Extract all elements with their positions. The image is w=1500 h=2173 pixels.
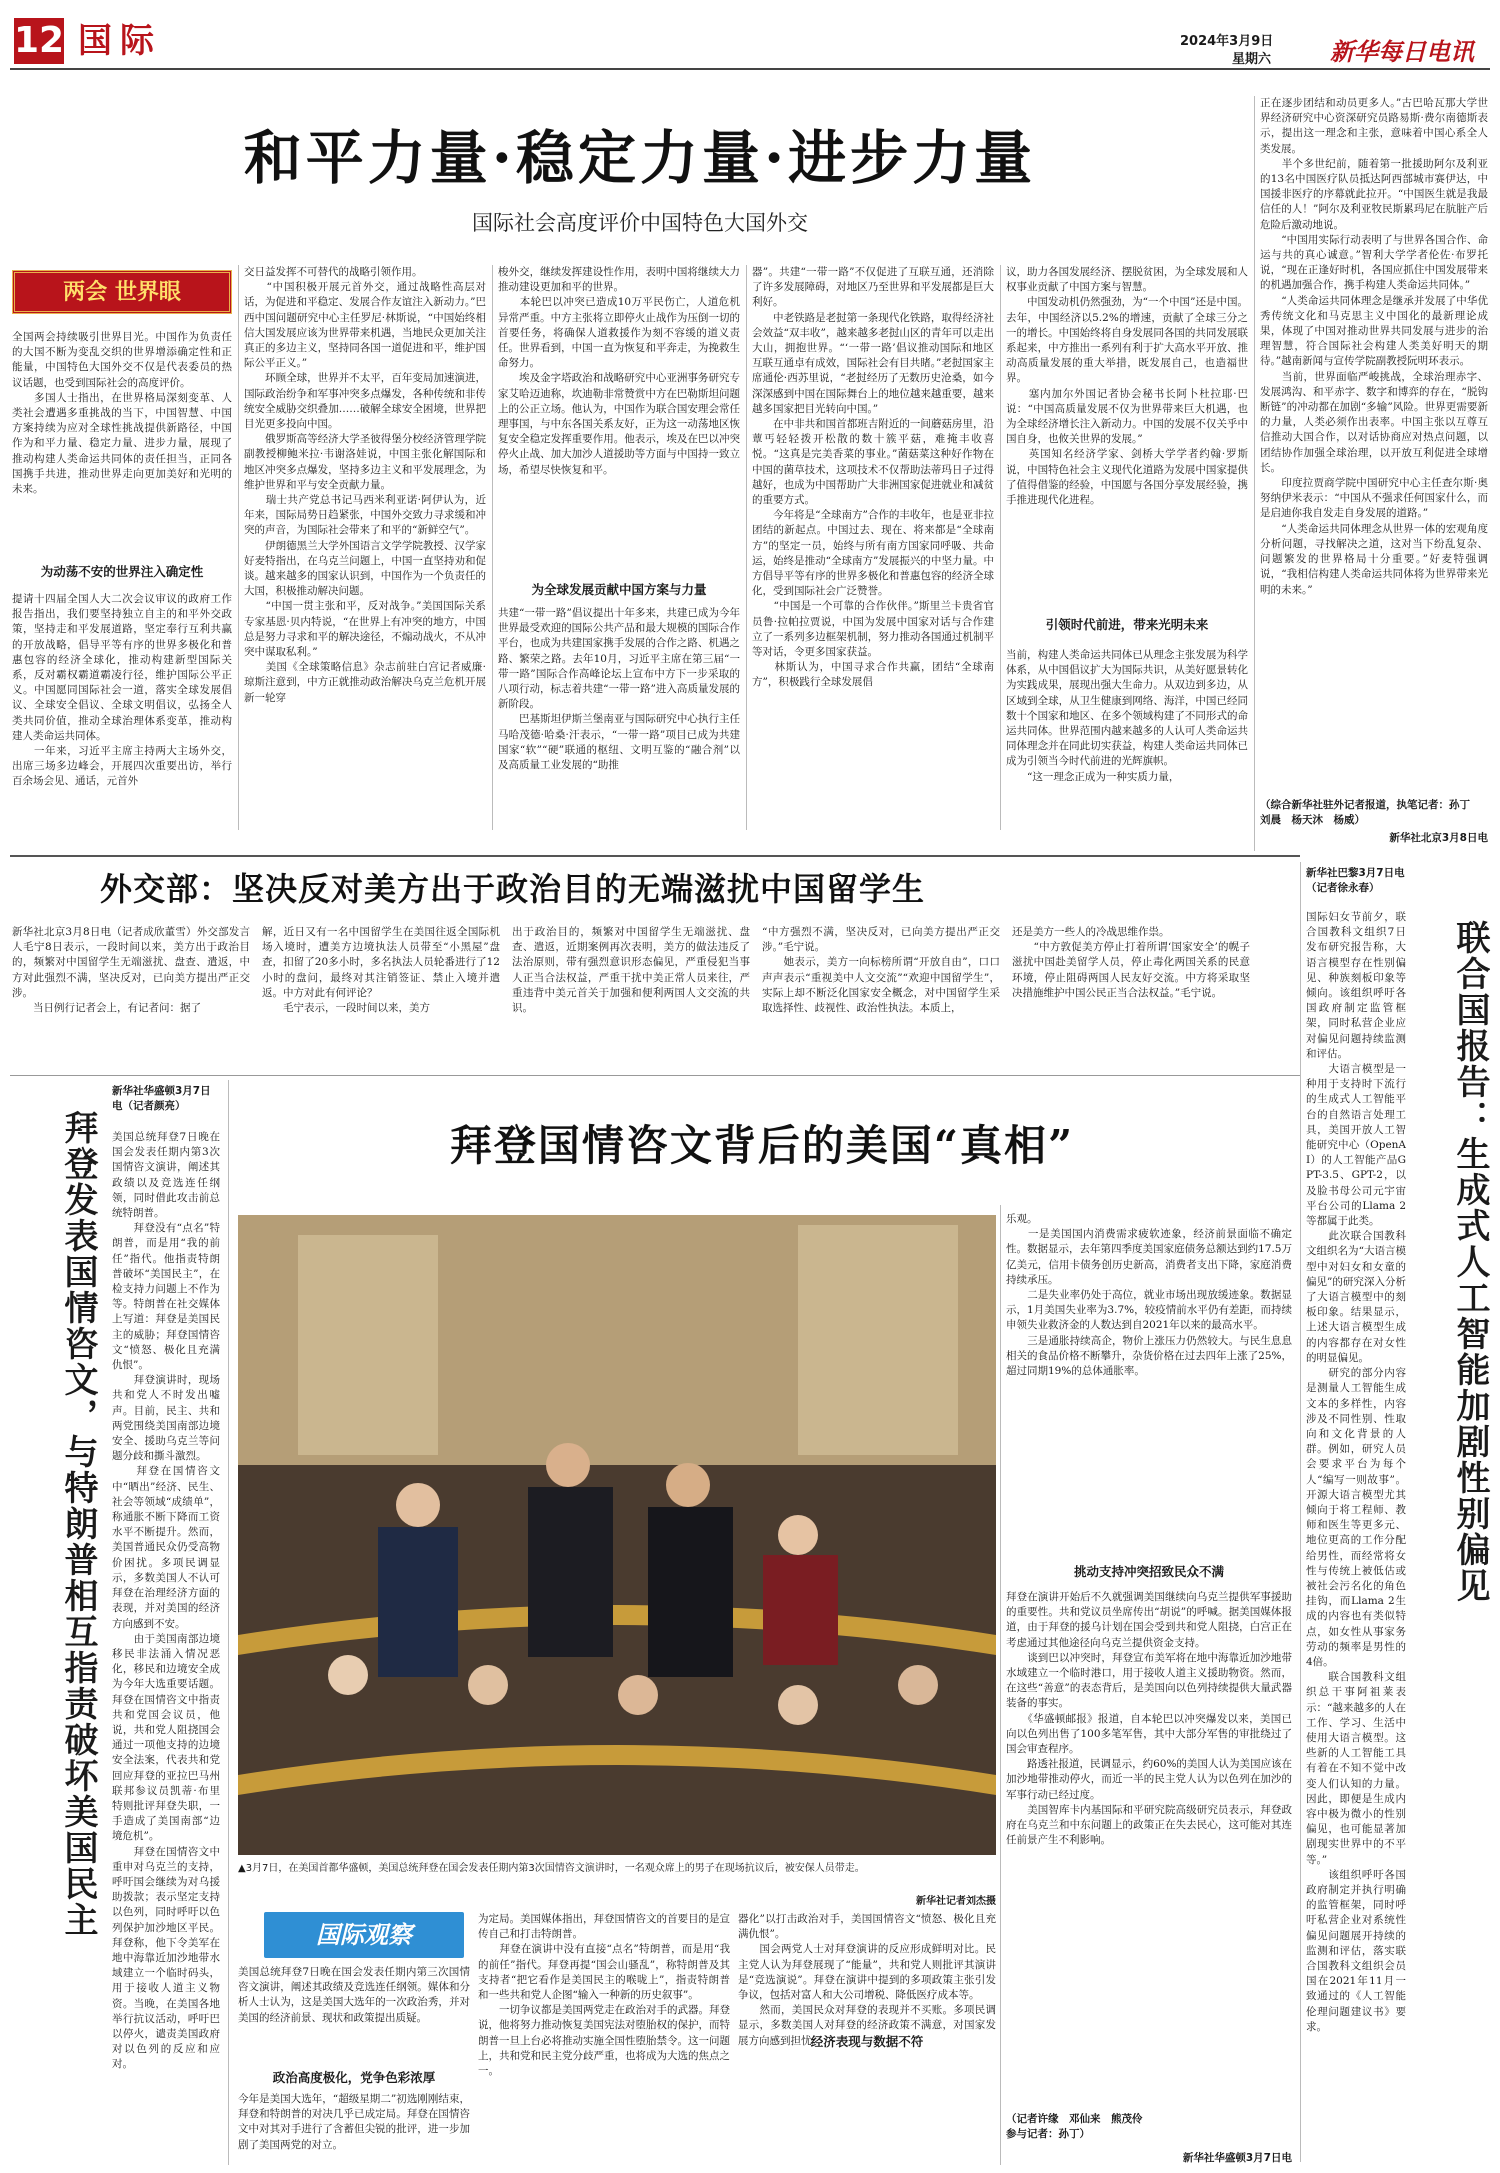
body-col3: 出于政治目的，频繁对中国留学生无端滋扰、盘查、遣返，近期案例再次表明，美方的做法违反了法治原则，带有强烈意识形态偏见，严重侵犯当事人正当合法权益，严重干扰中美正常人员来往，严重违背中美元首关于加强和便利两国人文交流的共识。 [512, 926, 750, 1015]
news-photo [238, 1215, 996, 1855]
headline: 外交部：坚决反对美方出于政治目的无端滋扰中国留学生 [100, 870, 926, 908]
page-number: 12 [14, 18, 64, 64]
body-col1b: 提请十四届全国人大二次会议审议的政府工作报告指出，我们要坚持独立自主的和平外交政策，坚持走和平发展道路，坚定奉行互利共赢的开放战略，倡导平等有序的世界多极化和普惠包容的经济全球化，推动构建新型国际关系，反对霸权霸道霸凌行径，维护国际公平正义。中国愿同国际社会一道，落实全球发展倡议、全球安全倡议、全球文明倡议，弘扬全人类共同价值，推动全球治理体系变革，推动构建人类命运共同体。 一年来，习近平主席主持两大主场外交，出席三场多边峰会，开展四次重要出访，举行百余场会见、通话，元首外 [12, 593, 232, 788]
body-col5b: 当前，构建人类命运共同体已从理念主张发展为科学体系，从中国倡议扩大为国际共识，从美好愿景转化为实践成果，展现出强大生命力。从双边到多边，从区域到全球，从卫生健康到网络、海洋，中国已经同数十个国家和地区、在多个领域构建了不同形式的命运共同体。世界范围内越来越多的人认可人类命运共同体理念并在同此切实获益，构建人类命运共同体已成为引领当今时代前进的光辉旗帜。 “这一理念正成为一种实质力量， [1006, 649, 1248, 783]
byline: （记者许缘 邓仙来 熊茂伶 参与记者：孙丁） [1006, 2113, 1143, 2140]
issue-date: 2024年3月9日 [1180, 34, 1274, 49]
body-col3b: 共建“一带一路”倡议提出十年多来，共建已成为今年世界最受欢迎的国际公共产品和最大规模的国际合作平台，也成为共建国家携手发展的合作之路、机遇之路、繁荣之路。去年10月，习近平主席在第三届“一带一路”国际合作高峰论坛上宣布中方下一步采取的八项行动，标志着共建“一带一路”进入高质量发展的新阶段。 巴基斯坦伊斯兰堡南亚与国际研究中心执行主任马哈茂德·哈桑·汗表示，“一带一路”项目已成为共建国家“软”“硬”联通的枢纽、文明互鉴的“融合剂”以及高质量工业发展的“助推 [498, 607, 740, 772]
body-col3: 梭外交，继续发挥建设性作用，表明中国将继续大力推动建设更加和平的世界。 本轮巴以冲突已造成10万平民伤亡，人道危机异常严重。中方主张将立即停火止战作为压倒一切的首要任务，将确保人道救援作为刻不容缓的道义责任。世界看到，中国一直为恢复和平奔走，为挽救生命努力。 埃及金字塔政治和战略研究中心亚洲事务研究专家艾哈迈迪称，坎迪勒非常赞赏中方在巴勒斯坦问题上的公正立场。他认为，中国作为联合国安理会常任理事国，与中东各国关系友好，正为这一动荡地区恢复安全稳定发挥重要作用。他表示，埃及在巴以冲突停火止战、加大加沙人道援助等方面与中国持一致立场，希望尽快恢复和平。 [498, 266, 740, 476]
subheadline: 国际社会高度评价中国特色大国外交 [472, 211, 808, 235]
section-rule [10, 855, 1300, 857]
subhead-1: 为动荡不安的世界注入确定性 [40, 564, 204, 579]
body-col1: 新华社北京3月8日电（记者成欣董雪）外交部发言人毛宁8日表示，一段时间以来，美方出于政治目的，频繁对中国留学生无端滋扰、盘查、遣返，中方对此强烈不满，坚决反对，已向美方提出严正交涉。 当日例行记者会上，有记者问：据了 [12, 926, 250, 1015]
column-badge [264, 1912, 464, 1958]
body-col2: 解，近日又有一名中国留学生在美国往返全国际机场入境时，遭美方边境执法人员带至“小黑屋”盘查，扣留了20多小时，多名执法人员轮番进行了12小时的盘问，最终对其注销签证、禁止入境并遣返。中方对此有何评论？ 毛宁表示，一段时间以来，美方 [262, 926, 500, 1015]
body-col5: 还是美方一些人的冷战思维作祟。 “中方敦促美方停止打着所谓‘国家安全’的幌子滋扰中国赴美留学人员，停止毒化两国关系的民意环境，停止阻碍两国人民友好交流。中方将采取坚决措施维护中国公民正当合法权益。”毛宁说。 [1012, 926, 1250, 999]
body-col1a: 全国两会持续吸引世界目光。中国作为负责任的大国不断为变乱交织的世界增添确定性和正能量，中国特色大国外交不仅是代表委员的热议话题，也受到国际社会的高度评价。 多国人士指出，在世界格局深刻变革、人类社会遭遇多重挑战的当下，中国智慧、中国方案持续为应对全球性挑战提供新路径，中国作为和平力量、稳定力量、进步力量，展现了推动构建人类命运共同体的责任担当，正同各国携手共进，推动世界走向更加美好和光明的未来。 [12, 331, 232, 496]
dateline: 新华社巴黎3月7日电（记者徐永春） [1306, 867, 1405, 895]
divider [228, 1080, 229, 2165]
subhead-1: 政治高度极化，党争色彩浓厚 [272, 2070, 436, 2085]
subhead-2: 经济表现与数据不符 [810, 2034, 924, 2049]
page-header [0, 0, 1500, 70]
vertical-headline: 联合国报告：生成式人工智能加剧性别偏见 [1450, 920, 1490, 1604]
vertical-headline: 拜登发表国情咨文，与特朗普相互指责破坏美国民主 [58, 1110, 98, 1938]
section-name: 国际 [78, 21, 162, 61]
divider [1300, 862, 1301, 2162]
subhead-3: 引领时代前进，带来光明未来 [1045, 617, 1209, 632]
body-col4: 乐观。 一是美国国内消费需求疲软迹象，经济前景面临不确定性。数据显示，去年第四季度美国家庭债务总额达到约17.5万亿美元，信用卡债务创历史新高，消费者支出下降，家庭消费持续承压。 二是失业率仍处于高位，就业市场出现放缓迹象。数据显示，1月美国失业率为3.7%，较疫情前水平仍有差距，而持续申领失业救济金的人数达到自2021年以来的最高水平。 三是通胀持续高企，物价上涨压力仍然较大。与民生息息相关的食品价格不断攀升，杂货价格在过去四年上涨了25%，超过同期19%的总体通胀率。 [1006, 1213, 1292, 1378]
divider [1254, 96, 1255, 851]
dateline: 新华社华盛顿3月7日电（记者颜亮） [112, 1085, 211, 1113]
body-col3: 器化”以打击政治对手，美国国情咨文“愤怒、极化且充满仇恨”。 国会两党人士对拜登演讲的反应形成鲜明对比。民主党人认为拜登展现了“能量”，共和党人则批评其演讲是“竞选演说”。拜登在演讲中提到的多项政策主张引发争议，包括对富人和大公司增税、降低医疗成本等。 然而，美国民众对拜登的表现并不买账。多项民调显示，多数美国人对拜登的经济政策不满意，对国家发展方向感到担忧。 [738, 1913, 996, 2047]
photo-scene [238, 1215, 996, 1855]
divider [1000, 1205, 1001, 2165]
badge-label: 国际观察 [316, 1921, 412, 1949]
dateline: 新华社北京3月8日电 [1389, 832, 1488, 844]
body: 美国总统拜登7日晚在国会发表任期内第3次国情咨文演讲，阐述其政绩以及竞选连任纲领，同时借此攻击前总统特朗普。 拜登没有“点名”特朗普，而是用“我的前任”指代。他指责特朗普破坏“美国民主”，在检支持力问题上不作为等。特朗普在社交媒体上写道：拜登是美国民主的威胁；拜登国情咨文“愤怒、极化且充满仇恨”。 拜登演讲时，现场共和党人不时发出嘘声。目前，民主、共和两党围绕美国南部边境安全、援助乌克兰等问题分歧和撕斗激烈。 拜登在国情咨文中“晒出”经济、民生、社会等领域“成绩单”，称通胀不断下降而工资水平不断提升。然而，美国普通民众仍受高物价困扰。多项民调显示，多数美国人不认可拜登在治理经济方面的表现，并对美国的经济方向感到不安。 由于美国南部边境移民非法涌入情况恶化，移民和边境安全成为今年大选重要话题。拜登在国情咨文中指责共和党国会议员，他说，共和党人阻挠国会通过一项他支持的边境安全法案，代表共和党回应拜登的亚拉巴马州联邦参议员凯蒂·布里特则批评拜登失职，一手造成了美国南部“边境危机”。 拜登在国情咨文中重申对乌克兰的支持，呼吁国会继续为对乌援助拨款；表示坚定支持以色列，同时呼吁以色列保护加沙地区平民。拜登称，他下令美军在地中海靠近加沙地带水域建立一个临时码头，用于接收人道主义物资。当晚，在美国各地举行抗议活动，呼吁巴以停火，谴责美国政府对以色列的反应和应对。 [112, 1131, 220, 2071]
photo-caption: ▲3月7日，在美国首都华盛顿，美国总统拜登在国会发表任期内第3次国情咨文演讲时，一名观众席上的男子在现场抗议后，被安保人员带走。 [238, 1863, 865, 1874]
divider [1000, 265, 1001, 830]
body-col4: “中方强烈不满，坚决反对，已向美方提出严正交涉。”毛宁说。 她表示，美方一向标榜所谓“开放自由”，口口声声表示“重视美中人文交流”“欢迎中国留学生”，实际上却不断泛化国家安全概念，对中国留学生采取选择性、歧视性、政治性执法。本质上， [762, 926, 1000, 1015]
paper-logo: 新华每日电讯 [1330, 37, 1474, 66]
subhead-3: 挑动支持冲突招致民众不满 [1073, 1564, 1224, 1579]
section-rule [10, 1075, 1300, 1076]
dateline: 新华社华盛顿3月7日电 [1182, 2152, 1292, 2164]
body-col2: 交日益发挥不可替代的战略引领作用。 “中国积极开展元首外交，通过战略性高层对话，为促进和平稳定、发展合作友谊注入新动力。”巴西中国问题研究中心主任罗尼·林斯说，“中国始终相信大国发展应该为世界带来机遇，当地民众更加关注真正的多边主义，坚持同各国一道促进和平，维护国际公平正义。” 环顾全球，世界并不太平，百年变局加速演进，国际政治纷争和军事冲突多点爆发，各种传统和非传统安全威胁交织叠加……破解全球安全困境，世界把目光更多投向中国。 俄罗斯高等经济大学圣彼得堡分校经济管理学院副教授柳鲍米拉·韦谢洛娃说，中国主张化解国际和地区冲突多点爆发，坚持多边主义和平发展理念，为维护世界和平与安全贡献力量。 瑞士共产党总书记马西米利亚诺·阿伊认为，近年来，国际局势日趋紧张，中国外交致力寻求缓和冲突的声音，为国际社会带来了和平的“新鲜空气”。 伊朗德黑兰大学外国语言文学学院教授、汉学家好麦特指出，在乌克兰问题上，中国一直坚持劝和促谈。越来越多的国家认识到，中国作为一个负责任的大国，积极推动解决问题。 “中国一贯主张和平，反对战争。”美国国际关系专家基恩·贝内特说，“在世界上有冲突的地方，中国总是努力寻求和平的解决途径，不煽动战火，不从冲突中谋取私利。” 美国《全球策略信息》杂志前驻白宫记者威廉·琼斯注意到，中方正就推动政治解决乌克兰危机开展新一轮穿 [244, 266, 486, 704]
body-col6: 正在逐步团结和动员更多人。”古巴哈瓦那大学世界经济研究中心资深研究员路易斯·费尔南德斯表示，提出这一理念和主张，意味着中国心系全人类发展。 半个多世纪前，随着第一批援助阿尔及利亚的13名中国医疗队员抵达阿西部城市赛伊达，中国援非医疗的序幕就此拉开。“中国医生就是我最信任的人！”阿尔及利亚牧民斯累玛尼在肮脏产后危险后激动地说。 “中国用实际行动表明了与世界各国合作、命运与共的真心诚意。”智利大学学者伦佐·布罗托说，“现在正逢好时机，各国应抓住中国发展带来的机遇加强合作，携手构建人类命运共同体。” “人类命运共同体理念是继承并发展了中华优秀传统文化和马克思主义中国化的最新理论成果，体现了中国对推动世界共同发展与进步的治理智慧，符合国际社会构建人类美好明天的期待。”越南新闻与宣传学院副教授阮明环表示。 当前，世界面临严峻挑战，全球治理赤字、发展鸿沟、和平赤字、数字和博弈的存在，“脱钩断链”的冲动都在加剧“多输”风险。世界更需要新的力量，人类必须作出表率。中国主张以互尊互信推动大国合作，以对话协商应对热点问题，以团结协作加强全球治理，以开放互利促进全球增长。 印度拉贾商学院中国研究中心主任查尔斯·奥努纳伊米表示：“中国从不强求任何国家什么，而是启迪你我自发走自身发展的道路。” “人类命运共同体理念从世界一体的宏观角度分析问题，寻找解决之道，这对当下纷乱复杂、问题繁发的世界格局十分重要。”好麦特强调说，“我相信构建人类命运共同体将为世界带来光明的未来。” [1260, 97, 1488, 596]
body-col1b: 今年是美国大选年，“超级星期二”初选刚刚结束，拜登和特朗普的对决几乎已成定局。拜登在国情咨文中对其对手进行了含蓄但尖锐的批评，进一步加剧了美国两党的对立。 [238, 2093, 470, 2151]
headline: 和平力量·稳定力量·进步力量 [243, 124, 1037, 192]
photo-credit: 新华社记者刘杰摄 [916, 1896, 996, 1907]
body-col2: 为定局。美国媒体指出，拜登国情咨文的首要目的是宣传自己和打击特朗普。 拜登在演讲中没有直接“点名”特朗普，而是用“我的前任”指代。拜登再提“国会山骚乱”，称特朗普及其支持者“把它看作是美国民主的喉咙上”，指责特朗普和一些共和党人企图“输入一种新的历史叙事”。 一切争议都是美国两党走在政治对手的武器。拜登说，他将努力推动恢复美国宪法对堕胎权的保护，而特朗普一旦上台必将推动实施全国性堕胎禁令。这一问题上，共和党和民主党分歧严重，也将成为大选的焦点之一。 [478, 1913, 730, 2078]
column-badge [12, 270, 232, 314]
body-col4b: 拜登在演讲开始后不久就强调美国继续向乌克兰提供军事援助的重要性。共和党议员坐席传出“胡说”的呼喊。据美国媒体报道，由于拜登的援乌计划在国会受到共和党人阻挠，白宫正在考虑通过其他途径向乌克兰提供资金支持。 谈到巴以冲突时，拜登宣布美军将在地中海靠近加沙地带水域建立一个临时港口，用于接收人道主义援助物资。然而，在这些“善意”的表态背后，是美国向以色列持续提供大量武器装备的事实。 《华盛顿邮报》报道，自本轮巴以冲突爆发以来，美国已向以色列出售了100多笔军售，其中大部分军售的审批绕过了国会审查程序。 路透社报道，民调显示，约60%的美国人认为美国应该在加沙地带推动停火，而近一半的民主党人认为以色列在加沙的军事行动已经过度。 美国智库卡内基国际和平研究院高级研究员表示，拜登政府在乌克兰和中东问题上的政策正在失去民心，这可能对其连任前景产生不利影响。 [1006, 1591, 1292, 1847]
body: 国际妇女节前夕，联合国教科文组织7日发布研究报告称，大语言模型存在性别偏见、种族刻板印象等倾向。该组织呼吁各国政府制定监管框架，同时私营企业应对偏见问题持续监测和评估。 大语言模型是一种用于支持时下流行的生成式人工智能平台的自然语言处理工具，美国开放人工智能研究中心（OpenAI）的人工智能产品GPT-3.5、GPT-2，以及脸书母公司元宇宙平台公司的Llama 2等都属于此类。 此次联合国教科文组织名为“大语言模型中对妇女和女童的偏见”的研究深入分析了大语言模型中的刻板印象。结果显示，上述大语言模型生成的内容都存在对女性的明显偏见。 研究的部分内容是测量人工智能生成文本的多样性，内容涉及不同性别、性取向和文化背景的人群。例如，研究人员会要求平台为每个人“编写一则故事”。开源大语言模型尤其倾向于将工程师、教师和医生等更多元、地位更高的工作分配给男性，而经常将女性与传统上被低估或被社会污名化的角色挂钩，而Llama 2生成的内容也有类似特点，如女性从事家务劳动的频率是男性的4倍。 联合国教科文组织总干事阿祖莱表示：“越来越多的人在工作、学习、生活中使用大语言模型。这些新的人工智能工具有着在不知不觉中改变人们认知的力量。因此，即便是生成内容中极为微小的性别偏见，也可能显著加剧现实世界中的不平等。” 该组织呼吁各国政府制定并执行明确的监管框架，同时呼吁私营企业对系统性偏见问题展开持续的监测和评估，落实联合国教科文组织会员国在2021年11月一致通过的《人工智能伦理问题建议书》要求。 [1306, 911, 1406, 2033]
divider [238, 265, 239, 830]
divider [746, 265, 747, 830]
headline: 拜登国情咨文背后的美国“真相” [449, 1121, 1075, 1170]
header-rule [10, 68, 1490, 70]
body-col1: 美国总统拜登7日晚在国会发表任期内第三次国情咨文演讲，阐述其政绩及竞选连任纲领。媒体和分析人士认为，这是美国大选年的一次政治秀，并对美国的经济前景、现状和政策提出质疑。 [238, 1966, 470, 2024]
divider [492, 265, 493, 830]
issue-weekday: 星期六 [1232, 52, 1272, 67]
body-col4: 器”。共建“一带一路”不仅促进了互联互通，还消除了许多发展障碍，对地区乃至世界和平发展都是巨大利好。 中老铁路是老挝第一条现代化铁路，取得经济社会效益“双丰收”，越来越多老挝山区的青年可以走出大山，拥抱世界。“‘一带一路’倡议推动国际和地区互联互通卓有成效，国际社会有目共睹。”老挝国家主席通伦·西苏里说，“老挝经历了无数历史沧桑，如今深深感到中国在国际舞台上的地位越来越重要，越来越多国家把目光转向中国。” 在中非共和国首都班吉附近的一间蘑菇房里，沿蕈丐轻轻拨开松散的数十簇平菇，难掩丰收喜悦。“这真是完美香菜的事业。”菌菇菜这种好作物在中国的菌草技术，这项技术不仅帮助法蒂玛日子过得越好，也成为中国帮助广大非洲国家促进就业和减贫的重要方式。 今年将是“全球南方”合作的丰收年，也是亚非拉团结的新起点。中国过去、现在、将来都是“全球南方”的坚定一员，始终与所有南方国家同呼吸、共命运，始终是推动“全球南方”发展振兴的中坚力量。中方倡导平等有序的世界多极化和普惠包容的经济全球化，受到国际社会广泛赞誉。 “中国是一个可靠的合作伙伴。”斯里兰卡贵省官员鲁·拉帕拉贾说，中国为发展中国家对话与合作建立了一系列多边框架机制，努力推动各国通过机制平等对话，令更多国家获益。 林斯认为，中国寻求合作共赢，团结“全球南方”，积极践行全球发展倡 [752, 266, 994, 689]
badge-label: 两会 世界眼 [63, 279, 181, 305]
subhead-2: 为全球发展贡献中国方案与力量 [531, 582, 707, 597]
byline: （综合新华社驻外记者报道，执笔记者：孙丁 刘晨 杨天沐 杨威） [1260, 799, 1481, 826]
body-col5: 议，助力各国发展经济、摆脱贫困，为全球发展和人权事业贡献了中国方案与智慧。 中国发动机仍然强劲，为“一个中国”还是中国。去年，中国经济以5.2%的增速，贡献了全球三分之一的增长。中国始终将自身发展同各国的共同发展联系起来，中方推出一系列有利于扩大高水平开放、推动高质量发展的重大举措，既发展自己，也造福世界。 塞内加尔外国记者协会秘书长阿卜杜拉耶·巴说：“中国高质量发展不仅为世界带来巨大机遇，也为全球经济增长注入新动力。中国的发展不仅关乎中国自身，也攸关世界的发展。” 英国知名经济学家、剑桥大学学者约翰·罗斯说，中国特色社会主义现代化道路为发展中国家提供了值得借鉴的经验，中国愿与各国分享发展经验，携手推进现代化进程。 [1006, 266, 1248, 507]
